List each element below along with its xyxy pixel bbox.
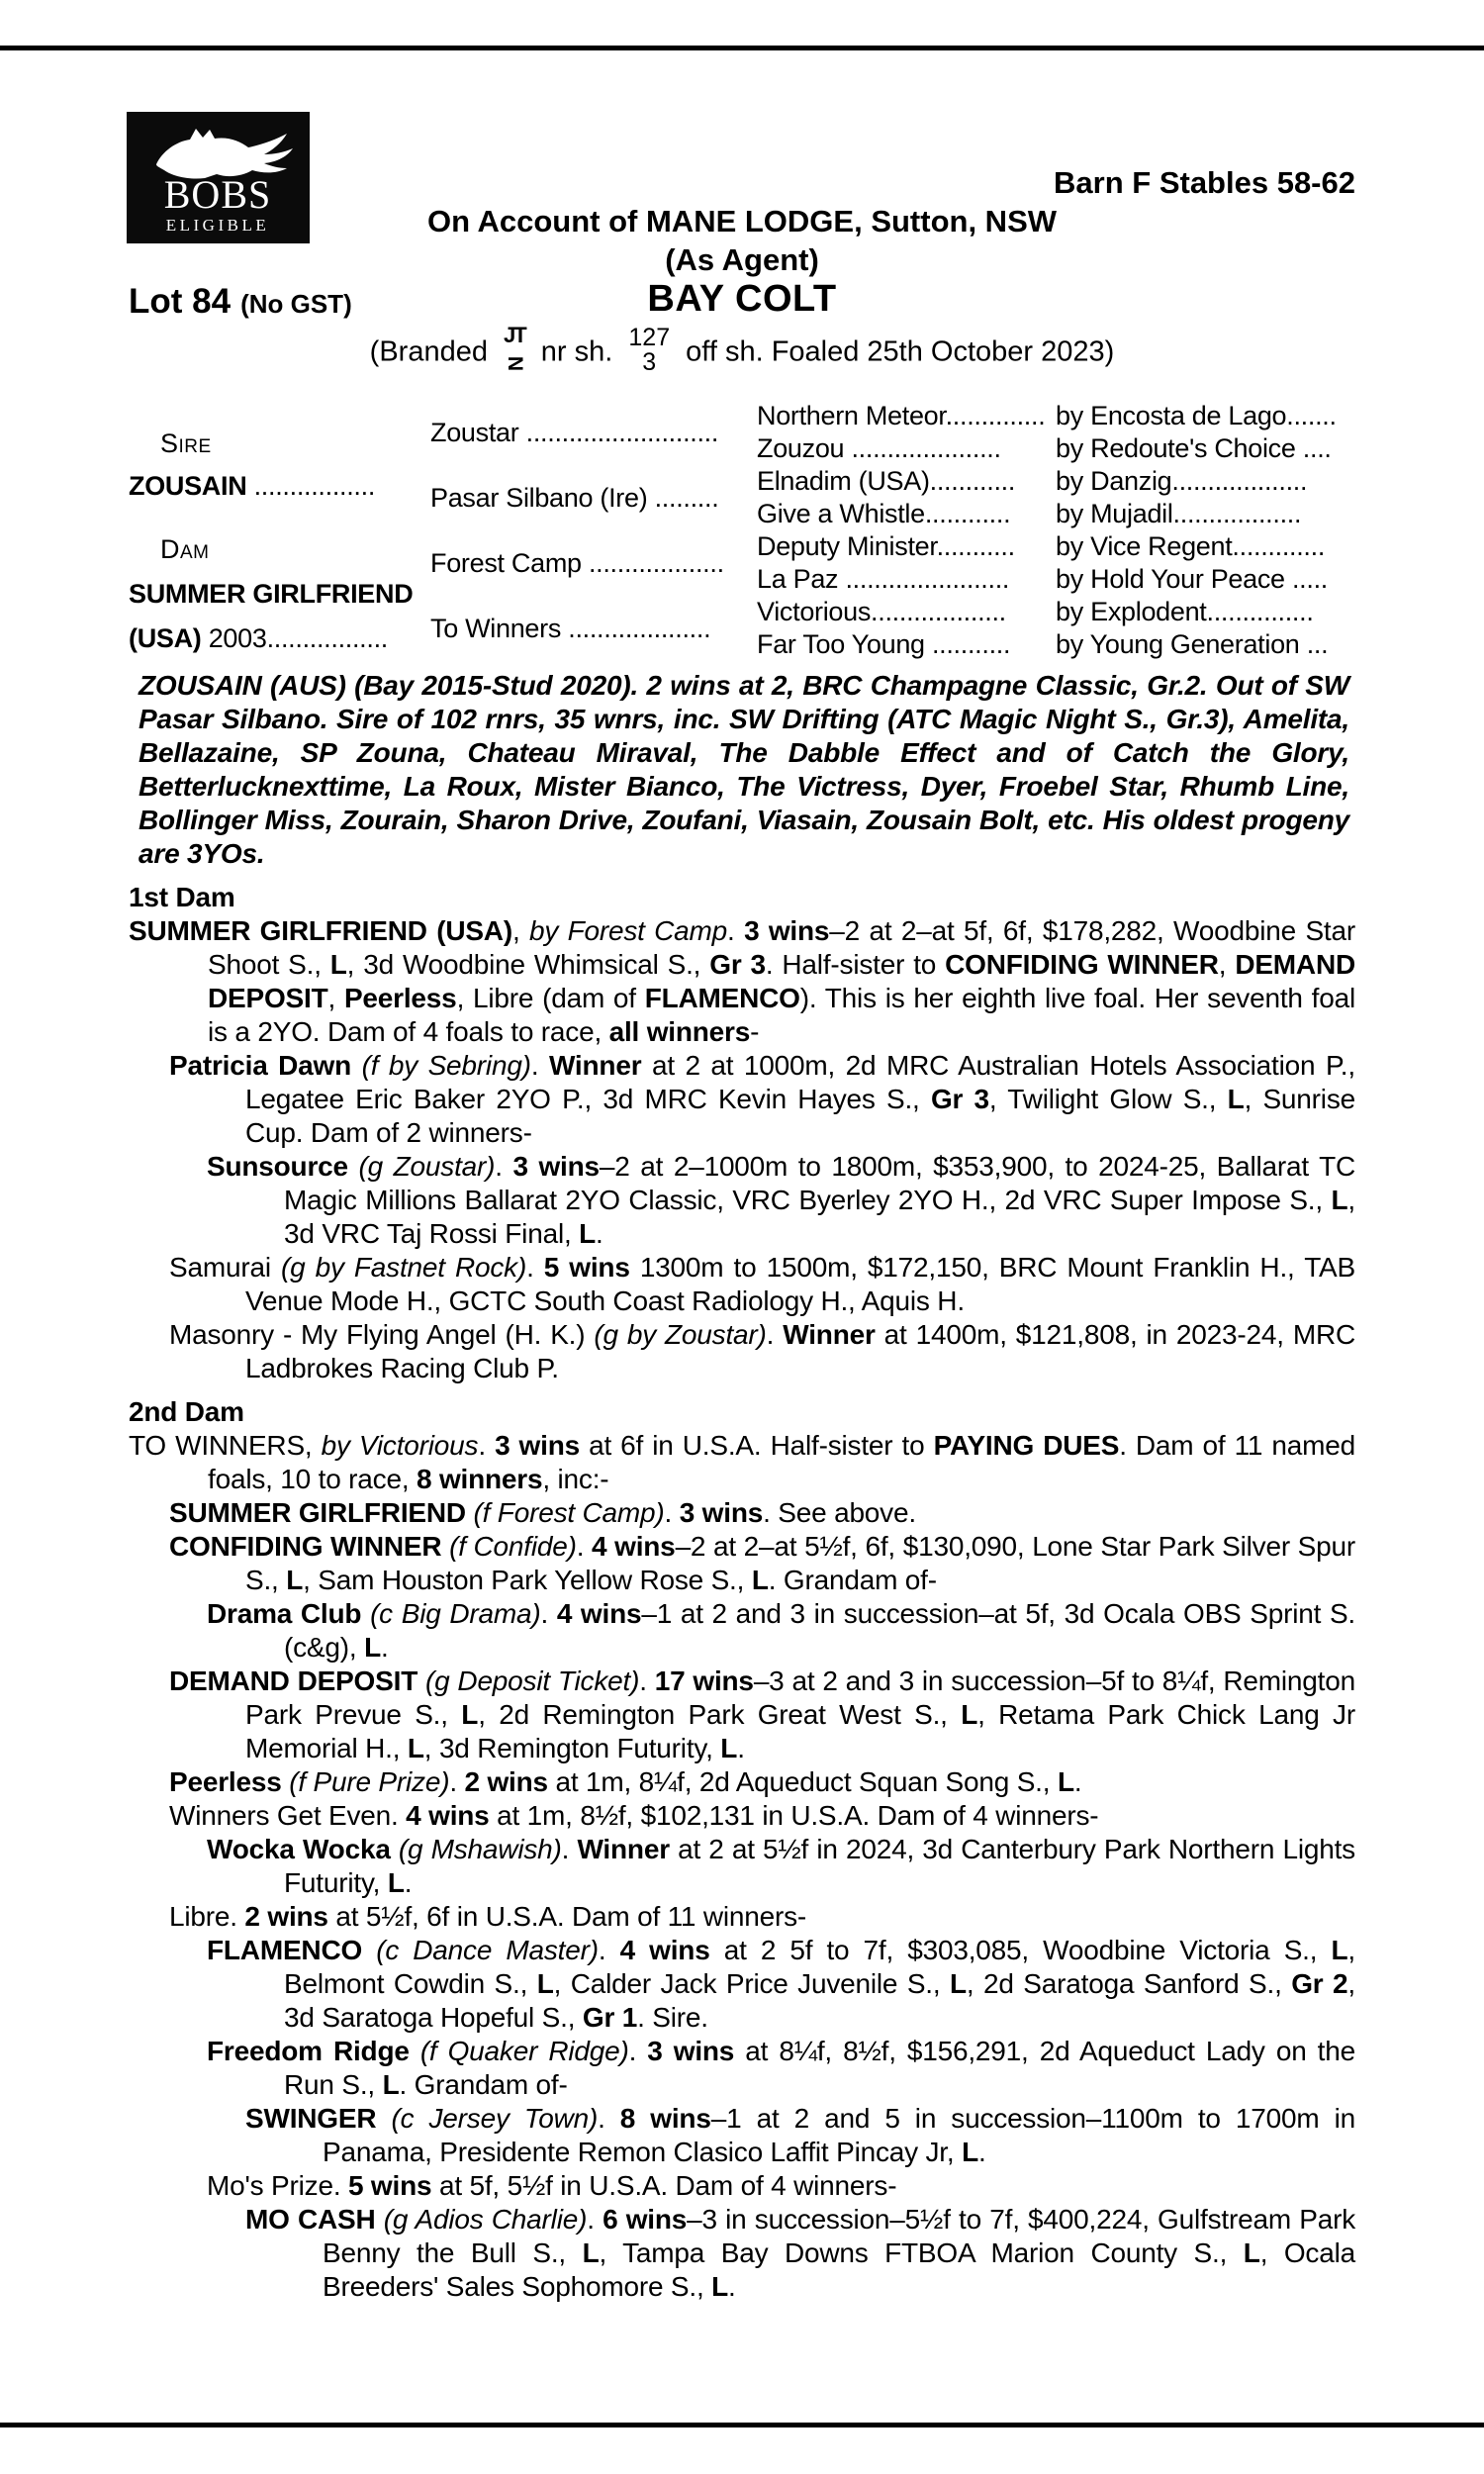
brand-line (129, 323, 1355, 379)
catalogue-paragraph: Drama Club (c Big Drama). 4 wins–1 at 2 and 3 in succession–at 5f, 3d Ocala OBS Sprint S. (c&g), L. (207, 1598, 1356, 1663)
gen3-sire: by Young Generation ... (1056, 629, 1329, 659)
catalogue-paragraph: CONFIDING WINNER (f Confide). 4 wins–2 at 2–at 5½f, 6f, $130,090, Lone Star Park Silver Spur S., L, Sam Houston Park Yellow Rose S., L. Grandam of- (169, 1531, 1355, 1595)
brand-number-top: 127 (628, 323, 671, 351)
sire-commentary (129, 669, 1355, 871)
dam-name: SUMMER GIRLFRIEND (129, 579, 414, 609)
brand-mark (504, 325, 525, 376)
catalogue-paragraph: SUMMER GIRLFRIEND (f Forest Camp). 3 wins. See above. (169, 1497, 916, 1528)
brand-numbers (628, 323, 671, 377)
gen3-sire: by Encosta de Lago....... (1056, 401, 1337, 430)
pedigree-dam-cell (129, 530, 430, 661)
section-heading: 1st Dam (129, 882, 235, 912)
gen3-name: Deputy Minister........... (757, 531, 1015, 561)
brand-number-bottom: 3 (642, 348, 657, 377)
catalogue-paragraph: FLAMENCO (c Dance Master). 4 wins at 2 5f to 7f, $303,085, Woodbine Victoria S., L, Belmont Cowdin S., L, Calder Jack Price Juvenile S., L, 2d Saratoga Sanford S., Gr 2, 3d Saratoga Hopeful S., Gr 1. Sire. (207, 1935, 1355, 2033)
catalogue-paragraph: DEMAND DEPOSIT (g Deposit Ticket). 17 wins–3 at 2 and 3 in succession–5f to 8¼f, Remington Park Prevue S., L, 2d Remington Park Great West S., L, Retama Park Chick Lang Jr Memorial H., L, 3d Remington Futurity, L. (169, 1665, 1355, 1763)
gen3-name: La Paz ....................... (757, 564, 1010, 594)
catalogue-paragraph: Libre. 2 wins at 5½f, 6f in U.S.A. Dam of 11 winners- (169, 1901, 807, 1932)
lot-number: Lot 84 (129, 282, 232, 321)
gen3-sire: by Mujadil.................. (1056, 499, 1302, 528)
gen3-sire: by Hold Your Peace ..... (1056, 564, 1328, 594)
catalogue-paragraph: SWINGER (c Jersey Town). 8 wins–1 at 2 and 5 in succession–1100m to 1700m in Panama, Presidente Remon Clasico Laffit Pincay Jr, L. (245, 2103, 1355, 2167)
lot-left (129, 282, 352, 322)
catalogue-paragraph: Wocka Wocka (g Mshawish). Winner at 2 at 5½f in 2024, 3d Canterbury Park Northern Lights Futurity, L. (207, 1834, 1355, 1898)
catalogue-paragraph: Winners Get Even. 4 wins at 1m, 8½f, $102,131 in U.S.A. Dam of 4 winners- (169, 1800, 1099, 1831)
catalogue-paragraph: Patricia Dawn (f by Sebring). Winner at 2 at 1000m, 2d MRC Australian Hotels Association P., Legatee Eric Baker 2YO P., 3d MRC Kevin Hayes S., Gr 3, Twilight Glow S., L, Sunrise Cup. Dam of 2 winners- (169, 1050, 1355, 1148)
sire-name: ZOUSAIN ................. (129, 471, 376, 501)
catalogue-paragraph: Peerless (f Pure Prize). 2 wins at 1m, 8¼f, 2d Aqueduct Squan Song S., L. (169, 1766, 1082, 1797)
section-heading: 2nd Dam (129, 1396, 244, 1427)
pedigree-table (129, 400, 1355, 661)
gen3-sire: by Danzig................... (1056, 466, 1308, 496)
barn-location: Barn F Stables 58-62 (1054, 165, 1355, 200)
gen3-sire: by Explodent............... (1056, 597, 1314, 626)
catalogue-paragraph: Freedom Ridge (f Quaker Ridge). 3 wins at 8¼f, 8½f, $156,291, 2d Aqueduct Lady on the Run S., L. Grandam of- (207, 2036, 1355, 2100)
catalogue-paragraph: Mo's Prize. 5 wins at 5f, 5½f in U.S.A. Dam of 4 winners- (207, 2170, 897, 2201)
agent-line: (As Agent) (665, 242, 819, 277)
sex-description: BAY COLT (647, 278, 837, 320)
gen3-name: Elnadim (USA)............ (757, 466, 1016, 496)
brand-suffix: off sh. Foaled 25th October 2023) (686, 335, 1115, 368)
gen3-name: Zouzou ..................... (757, 433, 1001, 463)
catalogue-paragraph: MO CASH (g Adios Charlie). 6 wins–3 in succession–5½f to 7f, $400,224, Gulfstream Park Benny the Bull S., L, Tampa Bay Downs FTBOA Marion County S., L, Ocala Breeders' Sales Sophomore S., L. (245, 2204, 1356, 2302)
vendor-line: On Account of MANE LODGE, Sutton, NSW (426, 204, 1057, 238)
gen2-entry: Zoustar ........................... (430, 417, 719, 447)
near-shoulder-label: nr sh. (540, 335, 613, 368)
sire-label: Sire (160, 428, 212, 458)
catalogue-text (129, 669, 1355, 2304)
svg-text:BOBS: BOBS (163, 172, 272, 217)
catalogue-paragraph: SUMMER GIRLFRIEND (USA), by Forest Camp. 3 wins–2 at 2–at 5f, 6f, $178,282, Woodbine Star Shoot S., L, 3d Woodbine Whimsical S., Gr 3. Half-sister to CONFIDING WINNER, DEMAND DEPOSIT, Peerless, Libre (dam of FLAMENCO). This is her eighth live foal. Her seventh foal is a 2YO. Dam of 4 foals to race, all winners- (129, 915, 1355, 1047)
catalogue-paragraph: Masonry - My Flying Angel (H. K.) (g by Zoustar). Winner at 1400m, $121,808, in 2023-24, MRC Ladbrokes Racing Club P. (169, 1319, 1355, 1383)
bottom-rule (0, 2423, 1484, 2427)
catalogue-paragraph: Sunsource (g Zoustar). 3 wins–2 at 2–1000m to 1800m, $353,900, to 2024-25, Ballarat TC Magic Millions Ballarat 2YO Classic, VRC Byerley 2YO H., 2d VRC Super Impose S., L, 3d VRC Taj Rossi Final, L. (207, 1151, 1355, 1249)
second-dam-paragraphs (129, 1429, 1355, 2304)
lot-row (129, 278, 1355, 326)
catalogue-paragraph: TO WINNERS, by Victorious. 3 wins at 6f in U.S.A. Half-sister to PAYING DUES. Dam of 11 named foals, 10 to race, 8 winners, inc:- (129, 1430, 1356, 1494)
dam-label: Dam (160, 534, 210, 564)
gen2-entry: Pasar Silbano (Ire) ......... (430, 482, 719, 513)
gst-note: (No GST) (240, 289, 352, 319)
dam-name-suffix: (USA) 2003................. (129, 623, 388, 653)
gen3-sire: by Vice Regent............. (1056, 531, 1326, 561)
catalogue-paragraph: Samurai (g by Fastnet Rock). 5 wins 1300m to 1500m, $172,150, BRC Mount Franklin H., TAB Venue Mode H., GCTC South Coast Radiology H., Aquis H. (169, 1252, 1355, 1316)
gen3-name: Northern Meteor.............. (757, 401, 1046, 430)
top-rule (0, 46, 1484, 50)
first-dam-section (129, 881, 1355, 1385)
gen3-name: Victorious................... (757, 597, 1006, 626)
catalogue-paragraph: ZOUSAIN (AUS) (Bay 2015-Stud 2020). 2 wins at 2, BRC Champagne Classic, Gr.2. Out of SW Pasar Silbano. Sire of 102 rnrs, 35 wnrs, inc. SW Drifting (ATC Magic Night S., Gr.3), Amelita, Bellazaine, SP Zouna, Chateau Miraval, The Dabble Effect and of Catch the Glory, Betterlucknexttime, La Roux, Mister Bianco, The Victress, Dyer, Froebel Star, Rhumb Line, Bollinger Miss, Zourain, Sharon Drive, Zoufani, Viasain, Zousain Bolt, etc. His oldest progeny are 3YOs. (139, 670, 1349, 869)
svg-text:ELIGIBLE: ELIGIBLE (165, 216, 270, 235)
gen3-name: Far Too Young ........... (757, 629, 1011, 659)
gen3-name: Give a Whistle............ (757, 499, 1011, 528)
gen3-sire: by Redoute's Choice .... (1056, 433, 1332, 463)
second-dam-section (129, 1395, 1355, 2304)
first-dam-paragraphs (129, 914, 1355, 1385)
brand-prefix: (Branded (369, 335, 488, 368)
gen2-entry: To Winners .................... (430, 613, 711, 643)
brand-mark-symbol: N (504, 356, 527, 372)
pedigree-sire-cell (129, 400, 430, 530)
brand-mark-letters: JT (504, 323, 525, 347)
gen2-entry: Forest Camp ................... (430, 547, 724, 578)
